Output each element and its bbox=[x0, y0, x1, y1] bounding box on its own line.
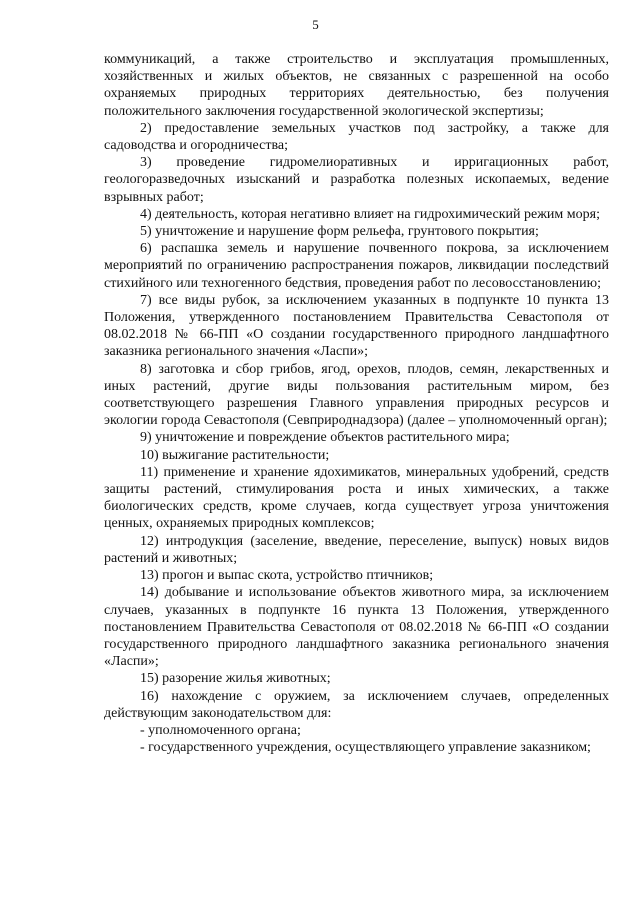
sub-item-authorized-body: - уполномоченного органа; bbox=[140, 722, 301, 738]
sub-item-state-institution: - государственного учреждения, осуществляющего управление заказником; bbox=[140, 740, 591, 756]
list-item-9: 9) уничтожение и повреждение объектов растительного мира; bbox=[140, 430, 510, 446]
list-item-12: 12) интродукция (заселение, введение, переселение, выпуск) новых видов растений и животных; bbox=[104, 533, 609, 566]
list-item-3: 3) проведение гидромелиоративных и ирригационных работ, геологоразведочных изысканий и разработка полезных ископаемых, ведение взрывных работ; bbox=[104, 155, 609, 205]
list-item-14: 14) добывание и использование объектов животного мира, за исключением случаев, указанных в подпункте 16 пункта 13 Положения, утвержденного постановлением Правительства Севастополя от 08.02.2018 № 66-ПП «О создании государственного природного ландшафтного заказника регионального значения «Ласпи»; bbox=[104, 585, 609, 670]
list-item-2: 2) предоставление земельных участков под застройку, а также для садоводства и огородничества; bbox=[104, 120, 609, 154]
list-item-7: 7) все виды рубок, за исключением указанных в подпункте 10 пункта 13 Положения, утвержденного постановлением Правительства Севастополя от 08.02.2018 № 66-ПП «О создании государственного природного ландшафтного заказника регионального значения «Ласпи»; bbox=[104, 292, 609, 360]
paragraph-continuation: коммуникаций, а также строительство и эксплуатация промышленных, хозяйственных и жилых объектов, не связанных с разрешенной на особо охраняемых природных территориях деятельностью, без получения положительного заключения государственной экологической экспертизы; bbox=[104, 52, 609, 119]
list-item-10: 10) выжигание растительности; bbox=[140, 447, 330, 463]
list-item-4: 4) деятельность, которая негативно влияет на гидрохимический режим моря; bbox=[140, 206, 600, 222]
list-item-8: 8) заготовка и сбор грибов, ягод, орехов, плодов, семян, лекарственных и иных растений, другие виды пользования растительным миром, без соответствующего разрешения Главного управления природных ресурсов и экологии города Севастополя (Севприроднадзора) (далее – уполномоченный орган); bbox=[104, 361, 609, 429]
list-item-5: 5) уничтожение и нарушение форм рельефа, грунтового покрытия; bbox=[140, 224, 539, 240]
document-body bbox=[104, 51, 609, 756]
list-item-11: 11) применение и хранение ядохимикатов, минеральных удобрений, средств защиты растений, стимулирования роста и иных химических, а также биологических средств, кроме случаев, когда существует угроза уничтожения ценных, охраняемых природных комплексов; bbox=[104, 464, 609, 532]
list-item-13: 13) прогон и выпас скота, устройство птичников; bbox=[140, 568, 434, 584]
list-item-16: 16) нахождение с оружием, за исключением случаев, определенных действующим законодательством для: bbox=[104, 688, 609, 721]
list-item-15: 15) разорение жилья животных; bbox=[140, 671, 331, 687]
list-item-6: 6) распашка земель и нарушение почвенного покрова, за исключением мероприятий по ограничению распространения пожаров, ликвидации последствий стихийного или техногенного бедствия, проведения работ по лесовосстановлению; bbox=[104, 241, 609, 291]
page-number: 5 bbox=[312, 17, 319, 32]
